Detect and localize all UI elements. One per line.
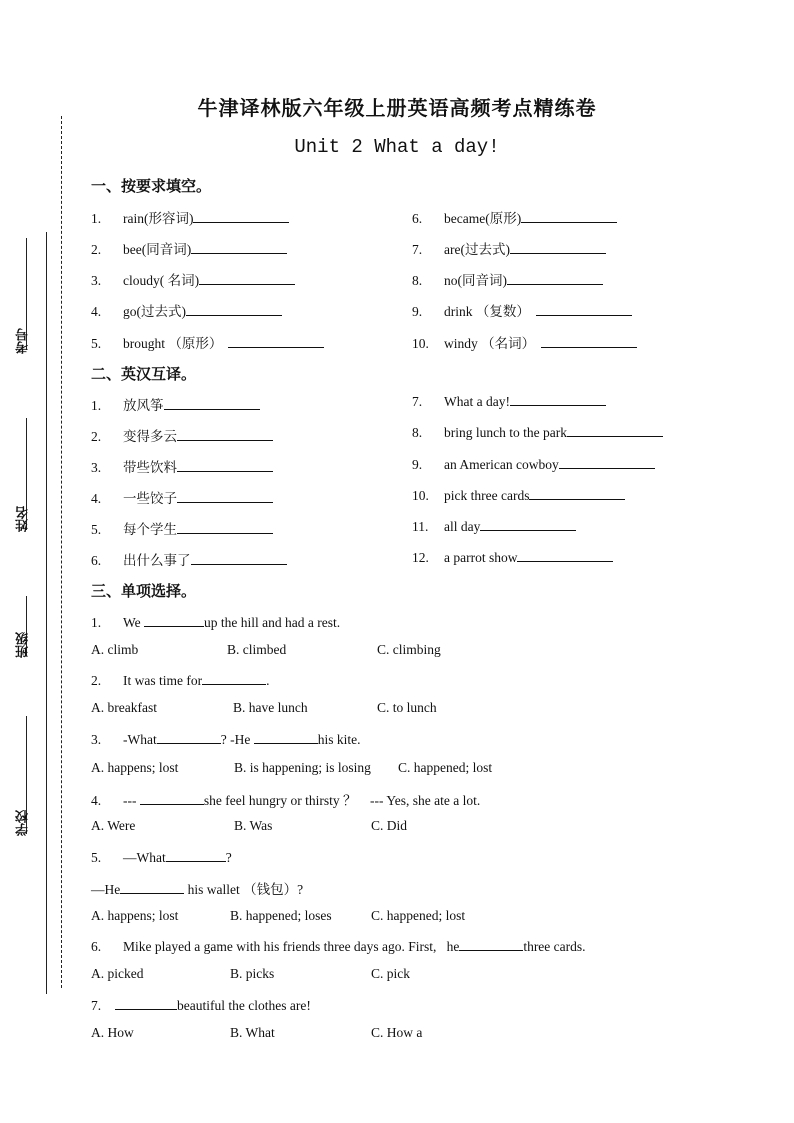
answer-blank[interactable] [254,729,318,744]
mc-question-5-line2: —He his wallet （钱包）? [91,878,303,898]
answer-blank[interactable] [144,612,204,627]
section-2-heading: 二、英汉互译。 [91,365,197,383]
answer-blank[interactable] [177,457,273,472]
binding-solid-line [46,232,47,994]
part2-item-7: 7. What a day! [412,391,606,410]
school-label: 学校 [16,810,31,836]
answer-blank[interactable] [202,670,266,685]
mc-option-2c[interactable]: C. to lunch [377,700,437,715]
section-1-heading: 一、按要求填空。 [91,177,212,195]
answer-blank[interactable] [510,391,606,406]
answer-blank[interactable] [177,488,273,503]
mc-option-4b[interactable]: B. Was [234,818,273,833]
part2-item-8: 8. bring lunch to the park [412,422,663,441]
part1-item-10: 10. windy （名词） [412,332,637,352]
part2-item-12: 12. a parrot show [412,547,613,566]
answer-blank[interactable] [480,516,576,531]
mc-option-6b[interactable]: B. picks [230,966,275,981]
mc-option-5c[interactable]: C. happened; lost [371,908,466,923]
answer-blank[interactable] [517,547,613,562]
mc-option-1c[interactable]: C. climbing [377,642,441,657]
mc-option-1b[interactable]: B. climbed [227,642,287,657]
answer-blank[interactable] [186,301,282,316]
mc-option-3a[interactable]: A. happens; lost [91,760,179,775]
mc-option-3c[interactable]: C. happened; lost [398,760,493,775]
part1-item-6: 6. became(原形) [412,207,617,227]
part2-item-5: 5. 每个学生 [91,518,273,538]
mc-option-2b[interactable]: B. have lunch [233,700,308,715]
answer-blank[interactable] [177,426,273,441]
mc-option-6c[interactable]: C. pick [371,966,410,981]
mc-option-5a[interactable]: A. happens; lost [91,908,179,923]
mc-option-1a[interactable]: A. climb [91,642,139,657]
exam-number-label: 考号 [16,328,31,354]
answer-blank[interactable] [120,879,184,894]
mc-option-7b[interactable]: B. What [230,1025,275,1040]
answer-blank[interactable] [140,790,204,805]
part2-item-2: 2. 变得多云 [91,425,273,445]
answer-blank[interactable] [510,239,606,254]
mc-question-4: 4. --- she feel hungry or thirsty ？ --- Yes, she ate a lot. [91,789,480,809]
answer-blank[interactable] [191,550,287,565]
part2-item-1: 1. 放风筝 [91,394,260,414]
part1-item-2: 2. bee(同音词) [91,238,287,258]
part2-item-4: 4. 一些饺子 [91,487,273,507]
mc-option-7c[interactable]: C. How a [371,1025,423,1040]
part1-item-1: 1. rain(形容词) [91,207,289,227]
mc-question-6: 6. Mike played a game with his friends three days ago. First, he three cards. [91,936,586,955]
mc-question-7: 7. beautiful the clothes are! [91,995,311,1014]
answer-blank[interactable] [164,395,260,410]
answer-blank[interactable] [228,333,324,348]
mc-option-7a[interactable]: A. How [91,1025,134,1040]
part2-item-11: 11. all day [412,516,576,535]
part2-item-9: 9. an American cowboy [412,454,655,473]
part1-item-8: 8. no(同音词) [412,269,603,289]
part1-item-7: 7. are(过去式) [412,238,606,258]
name-label: 姓名 [16,506,31,532]
answer-blank[interactable] [541,333,637,348]
class-label: 班级 [16,632,31,658]
answer-blank[interactable] [559,454,655,469]
mc-question-1: 1. We up the hill and had a rest. [91,612,340,631]
answer-blank[interactable] [507,270,603,285]
page-title: 牛津译林版六年级上册英语高频考点精练卷 [197,96,597,120]
part2-item-6: 6. 出什么事了 [91,549,287,569]
mc-option-2a[interactable]: A. breakfast [91,700,157,715]
answer-blank[interactable] [459,936,523,951]
answer-blank[interactable] [199,270,295,285]
answer-blank[interactable] [567,422,663,437]
answer-blank[interactable] [536,301,632,316]
mc-question-5: 5. —What ? [91,847,232,866]
mc-option-3b[interactable]: B. is happening; is losing [234,760,371,775]
part1-item-3: 3. cloudy( 名词) [91,269,295,289]
part1-item-4: 4. go(过去式) [91,300,282,320]
part2-item-10: 10. pick three cards [412,485,625,504]
answer-blank[interactable] [529,485,625,500]
answer-blank[interactable] [157,729,221,744]
mc-option-4c[interactable]: C. Did [371,818,408,833]
mc-question-3: 3. -What ? -He his kite. [91,729,360,748]
answer-blank[interactable] [193,208,289,223]
answer-blank[interactable] [177,519,273,534]
part2-item-3: 3. 带些饮料 [91,456,273,476]
answer-blank[interactable] [191,239,287,254]
section-3-heading: 三、单项选择。 [91,582,197,600]
part1-item-5: 5. brought （原形） [91,332,324,352]
mc-option-6a[interactable]: A. picked [91,966,144,981]
binding-dashed-line [61,116,62,988]
answer-blank[interactable] [166,847,226,862]
unit-title: Unit 2 What a day! [294,136,500,158]
mc-option-4a[interactable]: A. Were [91,818,136,833]
part1-item-9: 9. drink （复数） [412,300,632,320]
mc-option-5b[interactable]: B. happened; loses [230,908,332,923]
answer-blank[interactable] [521,208,617,223]
answer-blank[interactable] [115,995,177,1010]
mc-question-2: 2. It was time for . [91,670,269,689]
